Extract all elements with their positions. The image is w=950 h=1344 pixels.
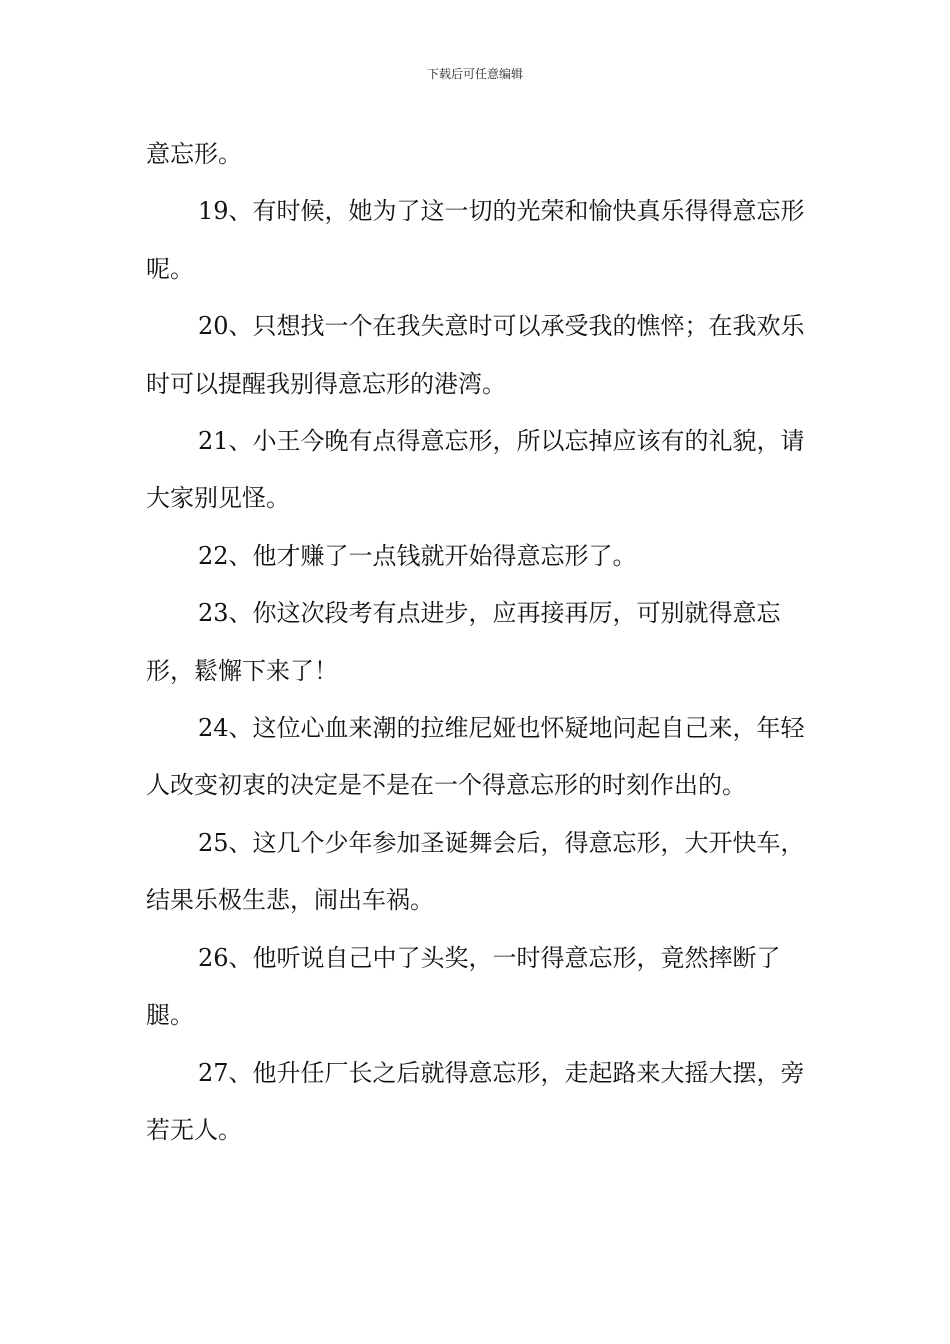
paragraph-24: 24、这位心血来潮的拉维尼娅也怀疑地问起自己来，年轻人改变初衷的决定是不是在一个得意忘形的时刻作出的。 <box>146 714 805 800</box>
paragraph-27: 27、他升任厂长之后就得意忘形，走起路来大摇大摆，旁若无人。 <box>146 1058 805 1144</box>
page-header: 下载后可任意编辑 <box>426 67 523 81</box>
paragraph-25: 25、这几个少年参加圣诞舞会后，得意忘形，大开快车，结果乐极生悲，闹出车祸。 <box>146 828 805 915</box>
paragraph-23: 23、你这次段考有点进步，应再接再厉，可别就得意忘形，鬆懈下来了！ <box>146 599 781 685</box>
paragraph-20: 20、只想找一个在我失意时可以承受我的憔悴；在我欢乐时可以提醒我别得意忘形的港湾。 <box>146 312 805 398</box>
paragraph-19: 19、有时候，她为了这一切的光荣和愉快真乐得得意忘形呢。 <box>146 197 805 283</box>
paragraph-22: 22、他才赚了一点钱就开始得意忘形了。 <box>198 541 637 570</box>
paragraph-26: 26、他听说自己中了头奖，一时得意忘形，竟然摔断了腿。 <box>146 943 781 1030</box>
paragraph-continuation: 意忘形。 <box>146 140 242 168</box>
paragraph-21: 21、小王今晚有点得意忘形，所以忘掉应该有的礼貌，请大家别见怪。 <box>146 427 805 513</box>
document-body <box>146 126 808 1159</box>
